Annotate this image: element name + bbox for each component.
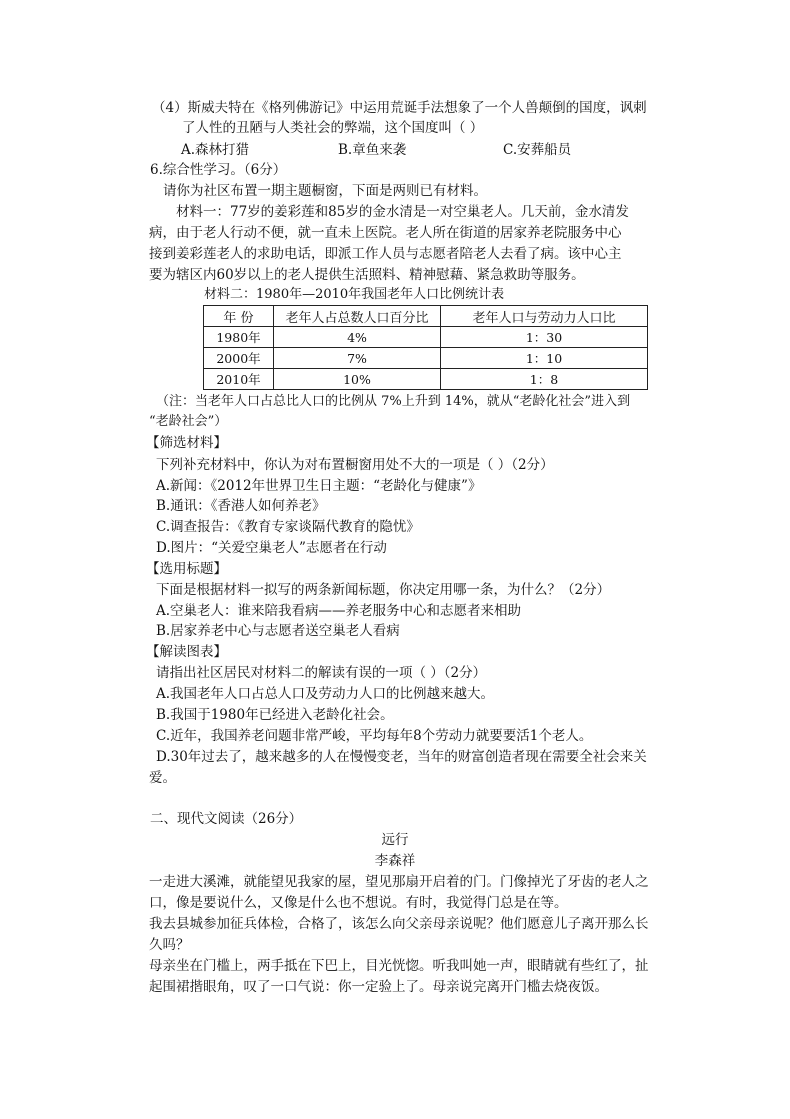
table-cell: 1：10: [441, 348, 648, 369]
q4-line-1: （4）斯威夫特在《格列佛游记》中运用荒诞手法想象了一个人兽颠倒的国度，讽刺: [152, 100, 647, 116]
story-paragraph-line: 一走进大溪滩，就能望见我家的屋，望见那扇开启着的门。门像掉光了牙齿的老人之: [149, 874, 649, 890]
section-chart-title: 【解读图表】: [146, 644, 227, 660]
headline-option-a: A.空巢老人：谁来陪我看病——养老服务中心和志愿者来相助: [156, 603, 522, 619]
chart-option-c: C.近年，我国养老问题非常严峻，平均每年8个劳动力就要要活1个老人。: [156, 728, 593, 744]
filter-option-d: D.图片：“关爱空巢老人”志愿者在行动: [156, 540, 387, 556]
story-paragraph-line: 我去县城参加征兵体检，合格了，该怎么向父亲母亲说呢？他们愿意儿子离开那么长: [149, 916, 649, 932]
table-cell: 1：30: [441, 327, 648, 348]
elderly-population-table: [203, 305, 648, 390]
story-paragraph-line: 口，像是要说什么，又像是什么也不想说。有时，我觉得门总是在等。: [149, 895, 568, 911]
q4-option-b: B.章鱼来袭: [338, 142, 407, 158]
table-header-ratio: 老年人口与劳动力人口比: [441, 306, 648, 327]
table-cell: 10%: [274, 369, 441, 390]
story-title: 远行: [381, 832, 409, 848]
section-chart-question: 请指出社区居民对材料二的解读有误的一项（ ）（2分）: [156, 665, 487, 681]
section-headline-title: 【选用标题】: [146, 561, 227, 577]
story-author: 李森祥: [374, 853, 416, 869]
section-headline-question: 下面是根据材料一拟写的两条新闻标题，你决定用哪一条，为什么？（2分）: [156, 582, 611, 598]
q6-intro: 请你为社区布置一期主题橱窗，下面是两则已有材料。: [163, 183, 487, 199]
chart-option-a: A.我国老年人口占总人口及劳动力人口的比例越来越大。: [156, 686, 495, 702]
table-header-row: [204, 306, 648, 327]
chart-option-d: D.30年过去了，越来越多的人在慢慢变老，当年的财富创造者现在需要全社会来关: [156, 749, 647, 765]
material1-line-2: 病，由于老人行动不便，就一直未上医院。老人所在街道的居家养老院服务中心: [149, 225, 622, 241]
section-filter-question: 下列补充材料中，你认为对布置橱窗用处不大的一项是（ ）（2分）: [156, 457, 554, 473]
q4-option-c: C.安葬船员: [503, 142, 572, 158]
chart-option-b: B.我国于1980年已经进入老龄化社会。: [156, 707, 394, 723]
material1-line-4: 要为辖区内60岁以上的老人提供生活照料、精神慰藉、紧急救助等服务。: [149, 267, 585, 283]
part2-heading: 二、现代文阅读（26分）: [150, 811, 303, 827]
table-row: [204, 348, 648, 369]
table-cell: 1980年: [204, 327, 274, 348]
table-cell: 1：8: [441, 369, 648, 390]
table-row: [204, 369, 648, 390]
story-paragraph-line: 起围裙揩眼角，叹了一口气说：你一定验上了。母亲说完离开门槛去烧夜饭。: [149, 979, 608, 995]
table-cell: 4%: [274, 327, 441, 348]
table-row: [204, 327, 648, 348]
story-paragraph-line: 久吗？: [149, 937, 190, 953]
material2-title: 材料二：1980年—2010年我国老年人口比例统计表: [204, 287, 505, 302]
filter-option-a: A.新闻：《2012年世界卫生日主题：“老龄化与健康”》: [156, 478, 482, 494]
table-cell: 2010年: [204, 369, 274, 390]
note-line-1: （注：当老年人口占总比人口的比例从 7%上升到 14%，就从“老龄化社会”进入到: [156, 394, 631, 409]
table-header-percentage: 老年人占总数人口百分比: [274, 306, 441, 327]
table-cell: 7%: [274, 348, 441, 369]
chart-option-d-cont: 爱。: [149, 770, 176, 786]
filter-option-c: C.调查报告：《教育专家谈隔代教育的隐忧》: [156, 519, 420, 535]
q4-option-a: A.森林打猎: [181, 142, 250, 158]
filter-option-b: B.通讯：《香港人如何养老》: [156, 498, 326, 514]
q6-heading: 6.综合性学习。（6分）: [150, 162, 287, 178]
note-line-2: “老龄社会”）: [149, 414, 228, 429]
material1-line-1: 材料一：77岁的姜彩莲和85岁的金水清是一对空巢老人。几天前，金水清发: [176, 204, 629, 220]
table-header-year: 年 份: [204, 306, 274, 327]
material1-line-3: 接到姜彩莲老人的求助电话，即派工作人员与志愿者陪老人去看了病。该中心主: [149, 246, 622, 262]
headline-option-b: B.居家养老中心与志愿者送空巢老人看病: [156, 623, 400, 639]
table-cell: 2000年: [204, 348, 274, 369]
q4-line-2: 了人性的丑陋与人类社会的弊端，这个国度叫（ ）: [182, 120, 484, 136]
story-paragraph-line: 母亲坐在门槛上，两手抵在下巴上，目光恍惚。听我叫她一声，眼睛就有些红了，扯: [149, 958, 649, 974]
section-filter-title: 【筛选材料】: [146, 435, 227, 451]
